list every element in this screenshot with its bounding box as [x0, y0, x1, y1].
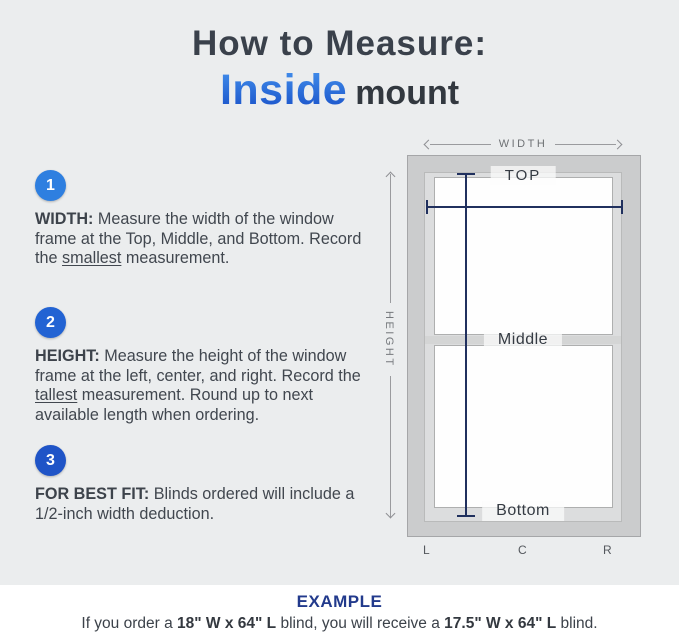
- step-1: [35, 170, 373, 269]
- example-seg-1: If you order a: [81, 615, 178, 632]
- width-measure-line: [427, 206, 622, 208]
- step-2-text: [35, 347, 373, 425]
- arrow-up-icon: [386, 172, 396, 182]
- label-middle: Middle: [484, 330, 562, 350]
- subtitle-accent: Inside: [219, 66, 348, 114]
- arrow-down-icon: [386, 509, 396, 519]
- step-2-number-badge: 2: [35, 307, 66, 338]
- example-heading: EXAMPLE: [296, 592, 383, 611]
- step-3-number-badge: 3: [35, 445, 66, 476]
- height-measure-end-bottom: [457, 515, 475, 517]
- dimension-line: [555, 144, 616, 145]
- window-measure-diagram: [383, 130, 679, 578]
- width-dimension-label: WIDTH: [498, 138, 548, 150]
- example-ordered-size: 18" W x 64" L: [177, 615, 277, 632]
- step-3-text: [35, 485, 373, 524]
- label-bottom: Bottom: [482, 501, 564, 521]
- page-header: [0, 24, 679, 115]
- width-measure-end-right: [621, 200, 623, 214]
- dimension-line: [430, 144, 491, 145]
- step-1-lead: WIDTH:: [35, 210, 94, 228]
- step-2-lead: HEIGHT:: [35, 347, 100, 365]
- step-3-lead: FOR BEST FIT:: [35, 485, 150, 503]
- step-2-after: measurement. Round up to next available length when ordering.: [35, 386, 314, 424]
- step-1-underlined: smallest: [62, 249, 122, 267]
- arrow-left-icon: [424, 139, 434, 149]
- step-2-body: Measure the height of the window frame at the left, center, and right. Record the: [35, 347, 361, 385]
- step-1-text: [35, 210, 373, 269]
- width-measure-end-left: [426, 200, 428, 214]
- arrow-right-icon: [613, 139, 623, 149]
- tick-right: R: [603, 543, 613, 557]
- example-section: [0, 585, 679, 642]
- page-title: How to Measure:: [191, 24, 488, 63]
- height-measure-end-top: [457, 173, 475, 175]
- example-sentence: [0, 615, 679, 633]
- example-seg-5: blind.: [556, 615, 598, 632]
- step-2-underlined: tallest: [35, 386, 78, 404]
- height-dimension-label: HEIGHT: [383, 303, 395, 376]
- tick-left: L: [423, 543, 431, 557]
- step-3: [35, 445, 373, 524]
- step-1-body: Measure the width of the window frame at the Top, Middle, and Bottom. Record the: [35, 210, 362, 267]
- step-2: [35, 307, 373, 425]
- subtitle-rest: mount: [355, 74, 460, 112]
- window-lower-pane: [434, 345, 613, 508]
- example-received-size: 17.5" W x 64" L: [444, 615, 557, 632]
- width-dimension-arrow: [425, 137, 621, 151]
- step-3-body: Blinds ordered will include a 1/2-inch width deduction.: [35, 485, 355, 523]
- label-top: TOP: [491, 166, 556, 185]
- page-subtitle: [0, 66, 679, 115]
- step-1-after: measurement.: [121, 249, 230, 267]
- example-seg-3: blind, you will receive a: [276, 615, 445, 632]
- height-measure-line: [465, 174, 467, 517]
- tick-center: C: [518, 543, 528, 557]
- step-1-number-badge: 1: [35, 170, 66, 201]
- window-upper-pane: [434, 177, 613, 335]
